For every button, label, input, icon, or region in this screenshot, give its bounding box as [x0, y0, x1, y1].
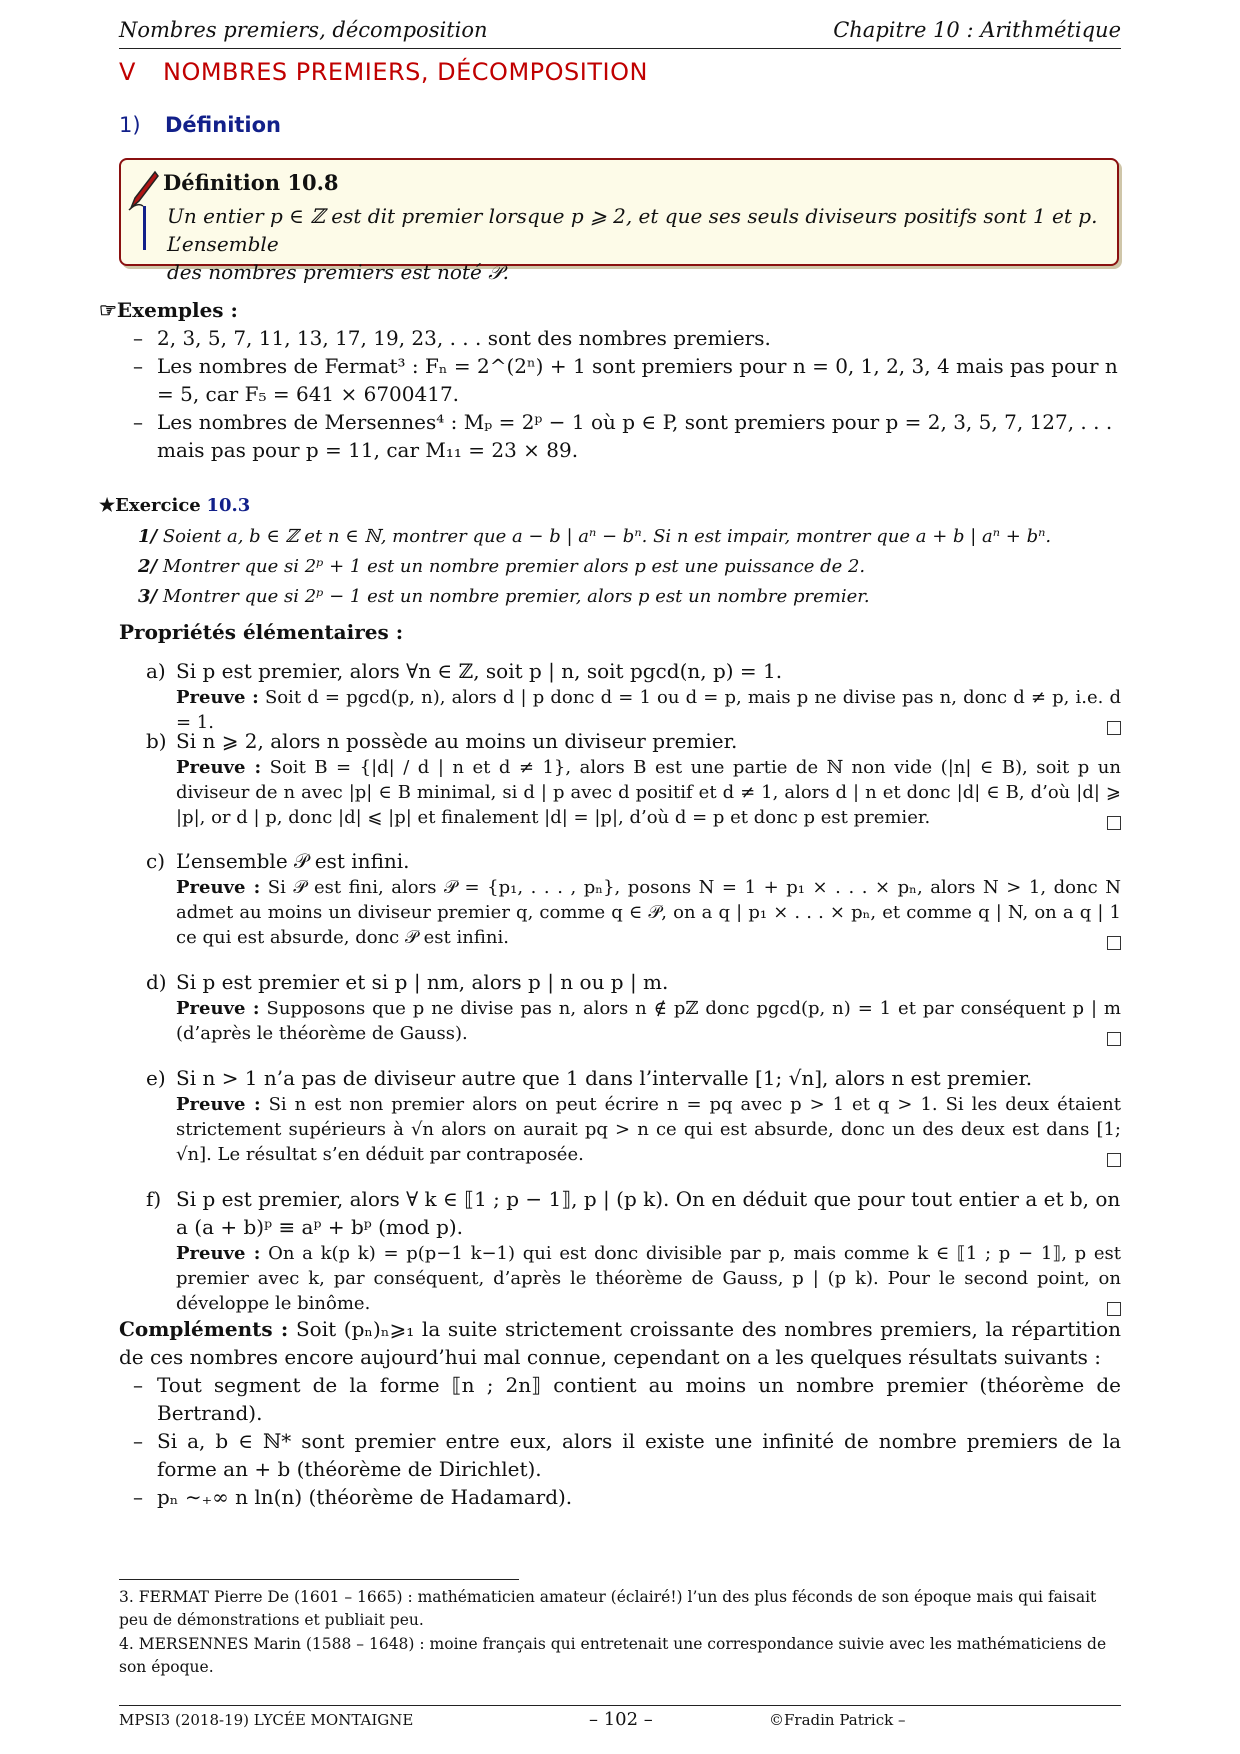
definition-title: Définition 10.8 — [163, 170, 339, 195]
exercise-item-text: Montrer que si 2ᵖ − 1 est un nombre premier, alors p est un nombre premier. — [162, 586, 870, 607]
exercise-item — [138, 526, 1051, 547]
exercise-item-number: 3/ — [138, 586, 158, 607]
qed-icon — [1107, 816, 1121, 830]
subsection-label: Définition — [165, 113, 282, 137]
subsection-title — [119, 113, 281, 137]
complements-label: Compléments : — [119, 1317, 289, 1341]
property-letter: b) — [146, 729, 167, 753]
footnote: 3. FERMAT Pierre De (1601 – 1665) : mathématicien amateur (éclairé!) l’un des plus féconds de son époque mais qui faisait peu de démonstrations et publiait peu. — [119, 1588, 1097, 1629]
proof-text: On a k(p k) = p(p−1 k−1) qui est donc divisible par p, mais comme k ∈ ⟦1 ; p − 1⟧, p est premier avec k, par conséquent, d’après le théorème de Gauss, p | (p k). Pour le second point, on développe le binôme. — [176, 1243, 1121, 1314]
proof-label: Preuve : — [176, 877, 261, 898]
property-text: Si p est premier, alors ∀ k ∈ ⟦1 ; p − 1⟧, p | (p k). On en déduit que pour tout entier a et b, on a (a + b)ᵖ ≡ aᵖ + bᵖ (mod p). — [176, 1187, 1121, 1239]
subsection-number: 1) — [119, 113, 141, 137]
property-proof — [146, 875, 1121, 950]
qed-icon — [1107, 1032, 1121, 1046]
exercise-item-text: Soient a, b ∈ ℤ et n ∈ ℕ, montrer que a − b | aⁿ − bⁿ. Si n est impair, montrer que a + b | aⁿ + bⁿ. — [162, 526, 1052, 547]
list-item: – Les nombres de Fermat³ : Fₙ = 2^(2ⁿ) + 1 sont premiers pour n = 0, 1, 2, 3, 4 mais pas pour n = 5, car F₅ = 641 × 6700417. — [99, 352, 1121, 408]
proof-text: Supposons que p ne divise pas n, alors n ∉ pℤ donc pgcd(p, n) = 1 et par conséquent p | m (d’après le théorème de Gauss). — [176, 998, 1121, 1044]
proof-label: Preuve : — [176, 1094, 261, 1115]
proof-text: Si n est non premier alors on peut écrire n = pq avec p > 1 et q > 1. Si les deux étaient strictement supérieurs à √n alors on aurait pq > n ce qui est absurde, donc un des deux est dans [1; √n]. Le résultat s’en déduit par contraposée. — [176, 1094, 1121, 1165]
exercise-label: ★Exercice — [99, 495, 201, 516]
property-proof — [146, 996, 1121, 1046]
property-proof — [146, 755, 1121, 830]
property-f — [146, 1185, 1121, 1316]
exercise-item-number: 1/ — [138, 526, 158, 547]
definition-line: Un entier p ∈ ℤ est dit premier lorsque p ⩾ 2, et que ses seuls diviseurs positifs sont 1 et p. L’ensemble — [167, 204, 1098, 256]
complements-intro-text: Soit (pₙ)ₙ⩾₁ la suite strictement croissante des nombres premiers, la répartition de ces nombres encore aujourd’hui mal connue, cependant on a les quelques résultats suivants : — [119, 1317, 1121, 1369]
header-left: Nombres premiers, décomposition — [119, 18, 488, 42]
property-statement — [146, 727, 1121, 755]
definition-body — [167, 202, 1105, 286]
complements-list — [99, 1371, 1121, 1511]
property-b — [146, 727, 1121, 830]
exercise-item — [138, 586, 870, 607]
proof-label: Preuve : — [176, 1243, 261, 1264]
property-e — [146, 1064, 1121, 1167]
property-text: Si p est premier, alors ∀n ∈ ℤ, soit p | n, soit pgcd(n, p) = 1. — [176, 659, 783, 683]
property-text: L’ensemble 𝒫 est infini. — [176, 849, 410, 873]
property-letter: f) — [146, 1187, 162, 1211]
exercise-item-text: Montrer que si 2ᵖ + 1 est un nombre premier alors p est une puissance de 2. — [162, 556, 866, 577]
property-proof — [146, 1092, 1121, 1167]
examples-list — [99, 324, 1121, 464]
properties-label: Propriétés élémentaires : — [119, 620, 404, 644]
proof-label: Preuve : — [176, 687, 259, 708]
property-statement — [146, 968, 1121, 996]
property-letter: a) — [146, 659, 166, 683]
proof-text: Soit B = {|d| / d | n et d ≠ 1}, alors B est une partie de ℕ non vide (|n| ∈ B), soit p un diviseur de n avec |p| ∈ B minimal, si d | p avec d positif et d ≠ 1, alors d | n et donc |d| ∈ B, d’où |d| ⩾ |p|, or d | p, donc |d| ⩽ |p| et finalement |d| = |p|, d’où d = p et donc p est premier. — [176, 757, 1121, 828]
qed-icon — [1107, 1153, 1121, 1167]
footnote-rule — [119, 1579, 519, 1580]
property-c — [146, 847, 1121, 950]
footer-rule — [119, 1705, 1121, 1706]
property-letter: e) — [146, 1066, 166, 1090]
section-number: V — [119, 58, 136, 86]
list-item: – Si a, b ∈ ℕ* sont premier entre eux, alors il existe une infinité de nombre premiers de la forme an + b (théorème de Dirichlet). — [99, 1427, 1121, 1483]
property-text: Si n > 1 n’a pas de diviseur autre que 1 dans l’intervalle [1; √n], alors n est premier. — [176, 1066, 1033, 1090]
complements-block — [119, 1315, 1121, 1511]
section-label: NOMBRES PREMIERS, DÉCOMPOSITION — [163, 58, 648, 86]
property-statement — [146, 657, 1121, 685]
definition-bar — [143, 206, 146, 250]
definition-box — [119, 158, 1119, 284]
proof-label: Preuve : — [176, 998, 260, 1019]
property-text: Si n ⩾ 2, alors n possède au moins un diviseur premier. — [176, 729, 738, 753]
complements-intro — [119, 1315, 1121, 1371]
property-d — [146, 968, 1121, 1046]
list-item: – 2, 3, 5, 7, 11, 13, 17, 19, 23, . . . sont des nombres premiers. — [99, 324, 1121, 352]
examples-label: ☞Exemples : — [99, 298, 238, 322]
exercise-item-number: 2/ — [138, 556, 158, 577]
footnote: 4. MERSENNES Marin (1588 – 1648) : moine français qui entretenait une correspondance suivie avec les mathématiciens de son époque. — [119, 1635, 1107, 1676]
property-a — [146, 657, 1121, 735]
page-header — [119, 18, 1121, 49]
property-letter: d) — [146, 970, 167, 994]
qed-icon — [1107, 936, 1121, 950]
definition-line: des nombres premiers est noté 𝒫. — [167, 260, 509, 284]
qed-icon — [1107, 1302, 1121, 1316]
examples-block — [99, 296, 1121, 464]
property-statement — [146, 847, 1121, 875]
list-item: – Tout segment de la forme ⟦n ; 2n⟧ contient au moins un nombre premier (théorème de Bertrand). — [99, 1371, 1121, 1427]
proof-text: Soit d = pgcd(p, n), alors d | p donc d = 1 ou d = p, mais p ne divise pas n, donc d ≠ p, i.e. d = 1. — [176, 687, 1121, 733]
proof-text: Si 𝒫 est fini, alors 𝒫 = {p₁, . . . , pₙ}, posons N = 1 + p₁ × . . . × pₙ, alors N > 1, donc N admet au moins un diviseur premier q, comme q ∈ 𝒫, on a q | p₁ × . . . × pₙ, et comme q | N, on a q | 1 ce qui est absurde, donc 𝒫 est infini. — [176, 877, 1121, 948]
list-item: – pₙ ∼₊∞ n ln(n) (théorème de Hadamard). — [99, 1483, 1121, 1511]
exercise-number: 10.3 — [206, 495, 251, 516]
header-right: Chapitre 10 : Arithmétique — [833, 18, 1121, 42]
page-number: – 102 – — [589, 1709, 653, 1730]
proof-label: Preuve : — [176, 757, 262, 778]
property-statement — [146, 1185, 1121, 1241]
exercise-item — [138, 556, 865, 577]
property-proof — [146, 1241, 1121, 1316]
section-title — [119, 58, 648, 86]
list-item: – Les nombres de Mersennes⁴ : Mₚ = 2ᵖ − 1 où p ∈ P, sont premiers pour p = 2, 3, 5, 7, 127, . . . mais pas pour p = 11, car M₁₁ = 23 × 89. — [99, 408, 1121, 464]
footer-right: ©Fradin Patrick – — [769, 1711, 906, 1729]
property-text: Si p est premier et si p | nm, alors p | n ou p | m. — [176, 970, 669, 994]
footer-left: MPSI3 (2018-19) LYCÉE MONTAIGNE — [119, 1711, 414, 1729]
property-statement — [146, 1064, 1121, 1092]
property-letter: c) — [146, 849, 166, 873]
exercise-header — [99, 495, 250, 516]
